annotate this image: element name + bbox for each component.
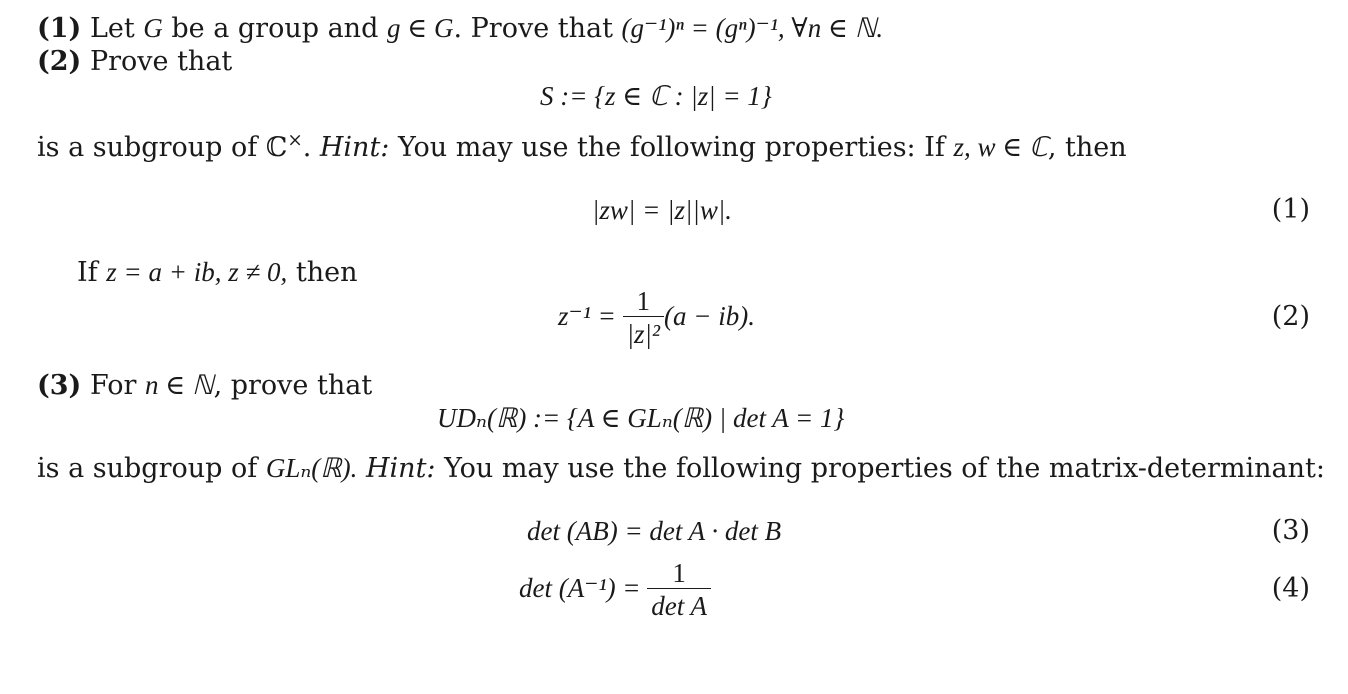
equation-4-numerator: 1 [672,558,686,589]
problem-1-label: (1) [37,13,82,44]
equation-1 [592,194,732,226]
problem-2-subgroup-text: is a subgroup of ℂ [37,132,288,163]
equation-2-rhs: (a − ib). [664,301,755,331]
equation-1-body: |zw| = |z||w|. [592,195,733,225]
problem-3-subgroup-line [37,452,1325,485]
equation-3-body: det (AB) = det A · det B [527,516,782,546]
equation-4 [519,556,711,622]
problem-2-if-line [77,256,358,289]
problem-1-element: g ∈ G [386,13,454,43]
then-text: then [295,257,358,288]
equation-4-lhs: det (A⁻¹) = [519,573,641,603]
problem-3-intro-a: For [89,370,137,401]
if-condition: z = a + ib, z ≠ 0, [106,257,288,287]
problem-3-hint-text: You may use the following properties of the matrix-determinant: [444,453,1325,484]
problem-3-set-definition [437,402,844,434]
equation-2-numerator: 1 [636,286,651,317]
problem-3-group: GLₙ(ℝ). [265,453,358,483]
problem-2-label: (2) [37,46,82,77]
equation-2-lhs: z⁻¹ = [558,301,616,331]
problem-2-line [37,46,232,78]
set-s-definition: S := {z ∈ ℂ : |z| = 1} [540,81,772,111]
equation-2-denominator: |z|² [623,316,664,351]
equation-2-fraction [623,286,664,351]
problem-3-subgroup-text: is a subgroup of [37,453,258,484]
problem-3-line [37,369,372,402]
problem-3-intro-b: , prove that [213,370,373,401]
problem-1-text-a: Let [89,13,144,44]
equation-2-number: (2) [1271,301,1310,332]
problem-1-text-c: . Prove that [453,13,622,44]
problem-2-then: , then [1047,132,1127,163]
problem-3-n-in-n: n ∈ ℕ [144,370,214,400]
problem-2-set-definition [540,80,772,112]
problem-3-hint-label: Hint: [366,453,436,484]
problem-1-group-symbol: G [143,13,163,43]
set-ud-definition: UDₙ(ℝ) := {A ∈ GLₙ(ℝ) | det A = 1} [437,403,845,433]
problem-2-subgroup-line: is a subgroup of ℂ×. Hint: You may use the following properties: If z, w ∈ ℂ, then [37,129,1127,163]
problem-1-statement: (g⁻¹)ⁿ = (gⁿ)⁻¹, ∀n ∈ ℕ. [621,13,884,43]
problem-3-label: (3) [37,370,82,401]
equation-1-number: (1) [1271,194,1310,225]
problem-2-hint-text: You may use the following properties: If [398,132,945,163]
equation-2 [558,284,755,350]
problem-2-zw: z, w ∈ ℂ [953,132,1048,162]
equation-3 [527,515,781,547]
problem-2-hint-label: Hint: [319,132,390,163]
if-text: If [77,257,98,288]
problem-1-line [37,12,883,45]
equation-4-denominator: det A [647,588,711,623]
equation-4-number: (4) [1271,573,1310,604]
problem-1-text-b: be a group and [162,13,387,44]
multiplicative-superscript: × [287,129,303,151]
equation-3-number: (3) [1271,515,1310,546]
equation-4-fraction [647,558,711,623]
problem-2-intro: Prove that [89,46,233,77]
